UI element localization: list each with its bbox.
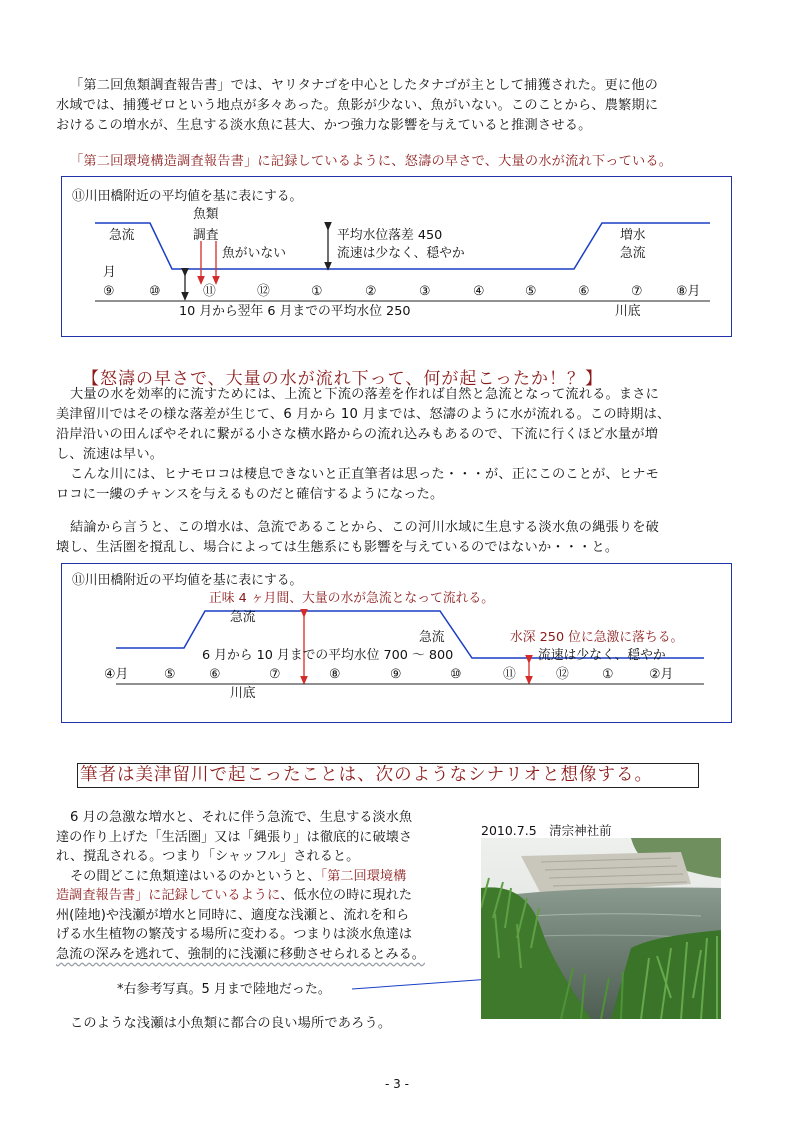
month-tick: ②月 <box>649 667 674 682</box>
text-line: ロコに一縷のチャンスを与えるものだと確信するようになった。 <box>56 487 444 502</box>
month-tick: ④ <box>473 284 485 299</box>
text-line: 大量の水を効率的に流すためには、上流と下流の落差を作れば自然と急流となって流れる。まさに <box>70 387 660 402</box>
diagram-2-title: ⑪川田橋附近の平均値を基に表にする。 <box>72 573 303 588</box>
text-line: おけるこの増水が、生息する淡水魚に甚大、かつ強力な影響を与えていると推測させる。 <box>56 118 592 133</box>
text-line: 州(陸地)や浅瀬が増水と同時に、適度な浅瀬と、流れを和ら <box>56 907 410 923</box>
month-tick: ⑨ <box>103 284 115 299</box>
scenario-title-box: 筆者は美津留川で起こったことは、次のようなシナリオと想像する。 <box>77 763 699 788</box>
water-level-diagram-2 <box>61 563 732 723</box>
text-line <box>56 867 474 887</box>
label-flow-slow: 流速は少なく、穏やか <box>538 648 666 663</box>
month-tick: ⑩ <box>149 284 161 299</box>
label-riverbed: 川底 <box>230 686 256 701</box>
month-tick: ⑦ <box>631 284 643 299</box>
intro-paragraph <box>56 76 738 136</box>
month-tick: ⑤ <box>525 284 537 299</box>
label-survey: 調査 <box>193 228 219 243</box>
text-span: その間どこに魚類達はいるのかというと、 <box>70 868 321 884</box>
month-tick: ⑥ <box>578 284 590 299</box>
month-tick: ① <box>311 284 323 299</box>
label-month: 月 <box>103 265 116 280</box>
label-rapid-mid: 急流 <box>419 630 445 645</box>
underlined-text: 急流の深みを逃れて、強制的に浅瀬に移動させられるとみる。 <box>56 946 425 962</box>
label-fish: 魚類 <box>193 207 219 222</box>
text-line: 壊し、生活圏を撹乱し、場合によっては生態系にも影響を与えているのではないか・・・と。 <box>56 540 619 555</box>
report-reference: 造調査報告書」に記録しているように <box>56 888 281 903</box>
label-depth-drop: 水深 250 位に急激に落ちる。 <box>510 630 684 645</box>
label-average-level: 10 月から翌年 6 月までの平均水位 250 <box>179 304 411 319</box>
month-tick: ⑧ <box>329 667 341 682</box>
report-quote-line: 「第二回環境構造調査報告書」に記録しているように、怒濤の早さで、大量の水が流れ下っている。 <box>70 154 673 169</box>
text-line: げる水生植物の繁茂する場所に変わる。つまりは淡水魚達は <box>56 927 413 942</box>
text-line: 結論から言うと、この増水は、急流であることから、この河川水域に生息する淡水魚の縄張りを破 <box>70 520 660 535</box>
river-photo <box>481 838 721 1019</box>
diagram-1-title: ⑪川田橋附近の平均値を基に表にする。 <box>72 189 303 204</box>
month-tick: ② <box>365 284 377 299</box>
river-photo-illustration <box>481 838 721 1019</box>
text-line: れ、撹乱される。つまり「シャッフル」されると。 <box>56 849 360 864</box>
conclusion-paragraph <box>56 518 738 558</box>
text-line <box>56 945 474 965</box>
label-rapid-left: 急流 <box>109 228 135 243</box>
section-heading: 【怒濤の早さで、大量の水が流れ下って、何が起こったか！？】 <box>82 369 603 389</box>
month-tick: ⑪ <box>203 284 216 299</box>
month-tick: ③ <box>419 284 431 299</box>
month-tick: ⑤ <box>164 667 176 682</box>
water-level-diagram-1 <box>61 176 732 337</box>
text-line: 沿岸沿いの田んぼやそれに繋がる小さな横水路からの流れ込みもあるので、下流に行くほど水量が増 <box>56 427 659 442</box>
closing-paragraph: このような浅瀬は小魚類に都合の良い場所であろう。 <box>70 1016 392 1031</box>
photo-note: *右参考写真。5 月まで陸地だった。 <box>117 982 331 997</box>
photo-caption: 2010.7.5 清宗神社前 <box>481 823 612 838</box>
label-rapid-left: 急流 <box>230 610 256 625</box>
month-tick: ⑫ <box>556 667 569 682</box>
scenario-paragraph <box>56 808 474 964</box>
flood-explanation-paragraph <box>56 385 738 505</box>
month-tick: ⑩ <box>450 667 462 682</box>
text-span: 、低水位の時に現れた <box>280 888 413 903</box>
page-number: - 3 - <box>385 1077 409 1091</box>
month-tick: ④月 <box>104 667 129 682</box>
text-line: こんな川には、ヒナモロコは棲息できないと正直筆者は思った・・・が、正にこのことが、ヒナモ <box>70 467 660 482</box>
report-reference: 「第二回環境構 <box>320 868 407 884</box>
label-flow-slow: 流速は少なく、穏やか <box>337 246 465 261</box>
label-four-months: 正味 4 ヶ月間、大量の水が急流となって流れる。 <box>209 591 495 606</box>
label-no-fish: 魚がいない <box>222 246 286 261</box>
text-line: 美津留川ではその様な落差が生じて、6 月から 10 月までは、怒濤のように水が流れる。この時期は、 <box>56 407 671 422</box>
month-tick: ⑫ <box>257 284 270 299</box>
label-level-drop: 平均水位落差 450 <box>337 228 443 243</box>
label-riverbed: 川底 <box>615 304 641 319</box>
text-line: し、流速は早い。 <box>56 447 164 462</box>
text-line: 水域では、捕獲ゼロという地点が多々あった。魚影が少ない、魚がいない。このことから、農繁期に <box>56 98 659 113</box>
month-tick: ⑨ <box>390 667 402 682</box>
text-line: 達の作り上げた「生活圏」又は「縄張り」は徹底的に破壊さ <box>56 829 413 845</box>
month-tick: ⑪ <box>503 667 516 682</box>
label-flood: 増水 <box>620 228 646 243</box>
month-tick: ⑧月 <box>676 284 701 299</box>
text-line: 6 月の急激な増水と、それに伴う急流で、生息する淡水魚 <box>70 810 413 825</box>
month-tick: ① <box>602 667 614 682</box>
label-rapid-right: 急流 <box>620 246 646 261</box>
text-line: 「第二回魚類調査報告書」では、ヤリタナゴを中心としたタナゴが主として捕獲された。更に他の <box>70 78 658 93</box>
month-tick: ⑥ <box>209 667 221 682</box>
text-line <box>56 886 474 906</box>
month-tick: ⑦ <box>269 667 281 682</box>
label-average-level: 6 月から 10 月までの平均水位 700 ～ 800 <box>202 648 454 663</box>
